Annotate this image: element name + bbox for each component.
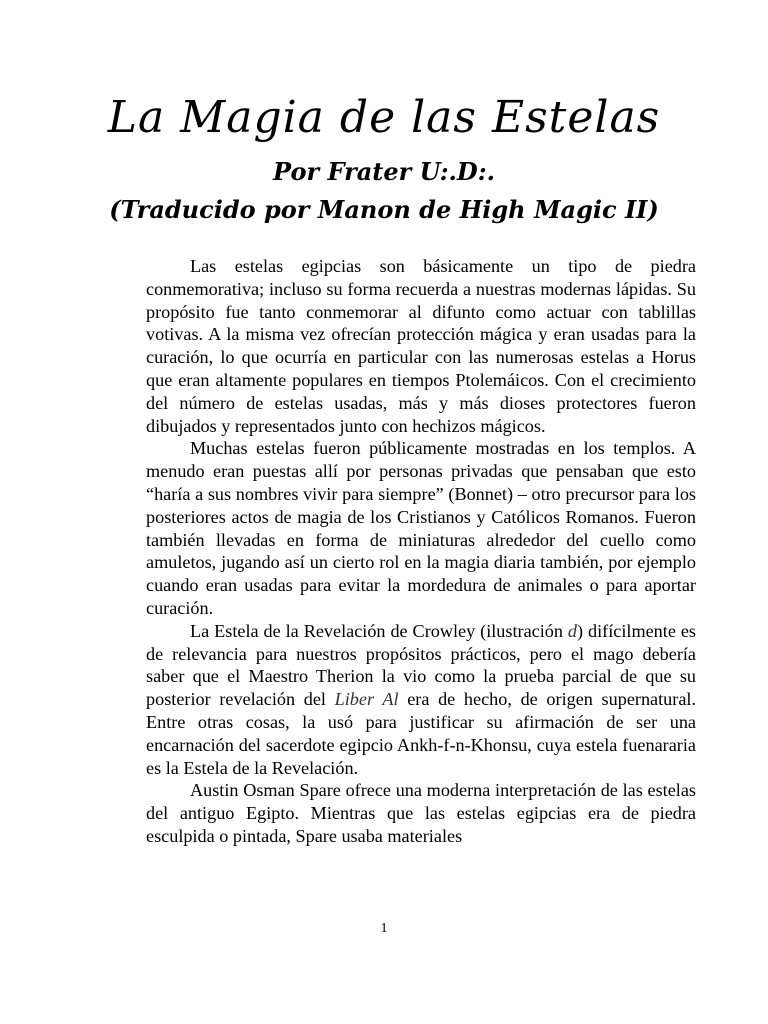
paragraph-3 — [146, 620, 696, 780]
body-text — [146, 255, 696, 848]
translator-line: (Traducido por Manon de High Magic II) — [109, 195, 659, 224]
paragraph-4: Austin Osman Spare ofrece una moderna interpretación de las estelas del antiguo Egipto. Mientras que las estelas egipcias era de piedra esculpida o pintada, Spare usaba materiales — [146, 780, 696, 846]
paragraph-3-part-1: La Estela de la Revelación de Crowley (ilustración — [190, 620, 568, 641]
document-title: La Magia de las Estelas — [107, 92, 661, 143]
page-number: 1 — [380, 921, 388, 936]
liber-al-reference: Liber Al — [334, 689, 399, 710]
paragraph-3-part-3: era de hecho, de origen supernatural. Entre otras cosas, la usó para justificar su afirmación de ser una encarnación del sacerdote egipcio Ankh-f-n-Khonsu, cuya estela fuenararia es la Estela de la Revelación. — [146, 689, 696, 778]
paragraph-2: Muchas estelas fueron públicamente mostradas en los templos. A menudo eran puestas allí por personas privadas que pensaban que esto “haría a sus nombres vivir para siempre” (Bonnet) – otro precursor para los posteriores actos de magia de los Cristianos y Católicos Romanos. Fueron también llevadas en forma de miniaturas alrededor del cuello como amuletos, jugando así un cierto rol en la magia diaria también, por ejemplo cuando eran usadas para evitar la mordedura de animales o para aportar curación. — [146, 438, 696, 618]
paragraph-1: Las estelas egipcias son básicamente un tipo de piedra conmemorativa; incluso su forma recuerda a nuestras modernas lápidas. Su propósito fue tanto conmemorar al difunto como actuar con tablillas votivas. A la misma vez ofrecían protección mágica y eran usadas para la curación, lo que ocurría en particular con las numerosas estelas a Horus que eran altamente populares en tiempos Ptolemáicos. Con el crecimiento del número de estelas usadas, más y más dioses protectores fueron dibujados y representados junto con hechizos mágicos. — [146, 256, 696, 436]
illustration-reference: d — [567, 620, 578, 641]
paragraph-3-part-2: ) difícilmente es de relevancia para nuestros propósitos prácticos, pero el mago debería saber que el Maestro Therion la vio como la prueba parcial de que su posterior revelación del — [146, 620, 696, 710]
author-line: Por Frater U:.D:. — [273, 157, 495, 186]
